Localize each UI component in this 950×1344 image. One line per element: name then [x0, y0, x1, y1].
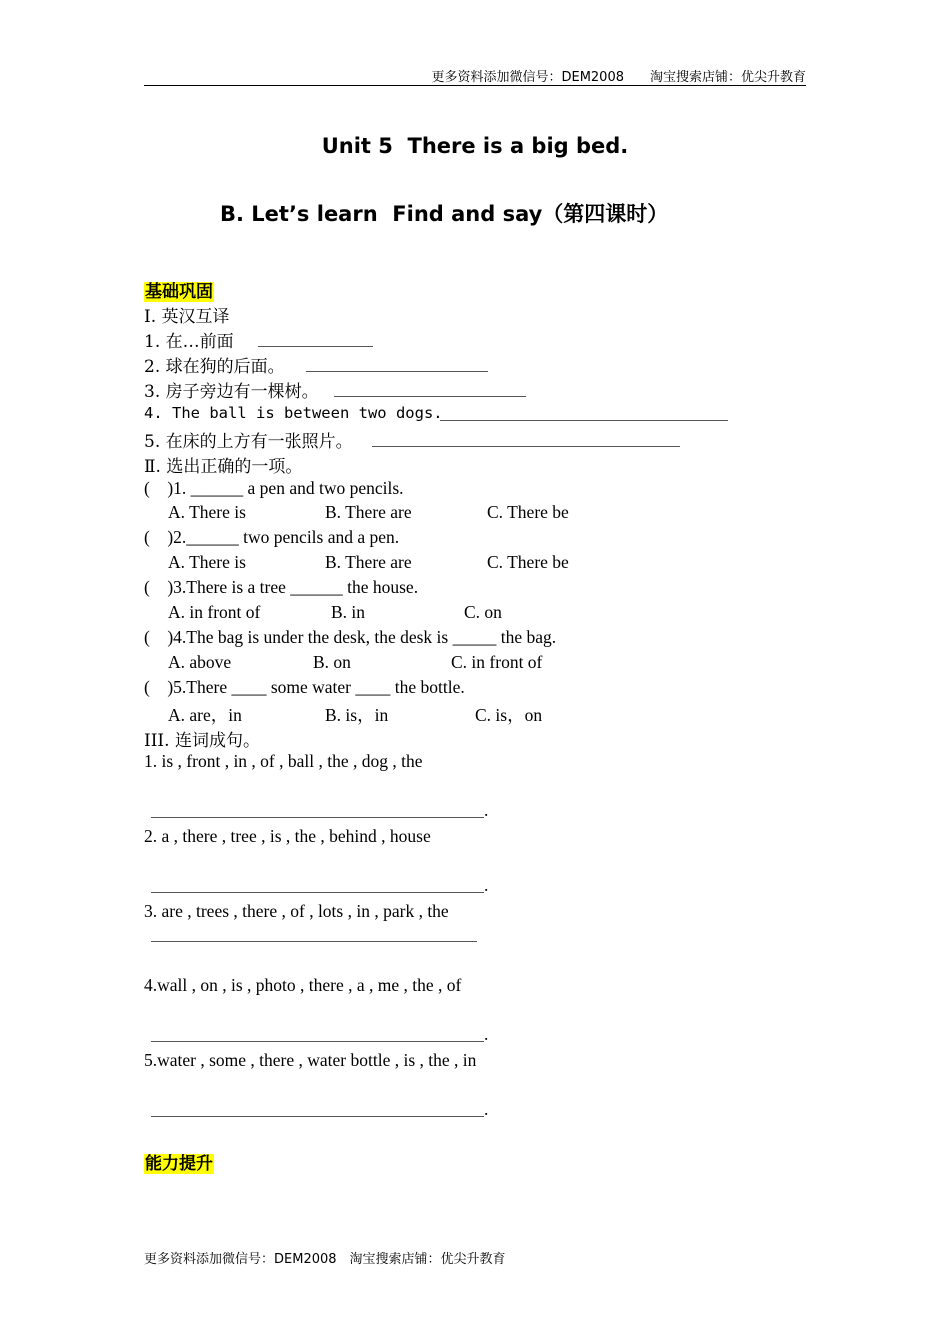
mc-q1-option-b[interactable]: B. There are — [325, 502, 412, 522]
reorder-item-2: 2. a , there , tree , is , the , behind , house — [144, 826, 431, 846]
mc-question-1: ( )1. ______ a pen and two pencils. — [144, 478, 404, 498]
reorder-end-mark-5: . — [484, 1099, 489, 1119]
mc-q2-option-a[interactable]: A. There is — [168, 552, 246, 572]
reorder-end-mark-4: . — [484, 1024, 489, 1044]
lesson-title: B. Let’s learn Find and say（第四课时） — [220, 202, 669, 226]
translate-item-4: 4. The ball is between two dogs. — [144, 404, 443, 422]
mc-q5-option-b[interactable]: B. is，in — [325, 705, 389, 725]
mc-q5-option-c[interactable]: C. is，on — [475, 705, 543, 725]
answer-blank-1[interactable] — [258, 346, 373, 347]
translate-item-5: 5. 在床的上方有一张照片。 — [144, 432, 353, 452]
reorder-item-1: 1. is , front , in , of , ball , the , dog , the — [144, 751, 423, 771]
reorder-answer-blank-4[interactable] — [151, 1041, 484, 1042]
section-heading-advanced: 能力提升 — [145, 1154, 213, 1174]
translate-item-2: 2. 球在狗的后面。 — [144, 357, 285, 377]
reorder-answer-blank-5[interactable] — [151, 1116, 484, 1117]
mc-q3-option-c[interactable]: C. on — [464, 602, 502, 622]
part1-title: Ⅰ. 英汉互译 — [144, 307, 230, 327]
answer-blank-2[interactable] — [306, 371, 488, 372]
reorder-item-4: 4.wall , on , is , photo , there , a , me , the , of — [144, 975, 462, 995]
answer-blank-4[interactable] — [440, 420, 728, 421]
answer-blank-5[interactable] — [372, 446, 680, 447]
translate-item-1: 1. 在…前面 — [144, 332, 234, 352]
mc-q3-option-b[interactable]: B. in — [331, 602, 366, 622]
mc-q5-option-a[interactable]: A. are，in — [168, 705, 242, 725]
reorder-end-mark-1: . — [484, 800, 489, 820]
answer-blank-3[interactable] — [334, 396, 526, 397]
page-header-text: 更多资料添加微信号：DEM2008 淘宝搜索店铺：优尖升教育 — [431, 70, 806, 85]
reorder-answer-blank-1[interactable] — [151, 817, 484, 818]
mc-q1-option-a[interactable]: A. There is — [168, 502, 246, 522]
header-divider — [144, 85, 806, 86]
mc-q2-option-c[interactable]: C. There be — [487, 552, 569, 572]
translate-item-3: 3. 房子旁边有一棵树。 — [144, 382, 319, 402]
mc-question-3: ( )3.There is a tree ______ the house. — [144, 577, 419, 597]
mc-question-5: ( )5.There ____ some water ____ the bottle. — [144, 677, 465, 697]
mc-q3-option-a[interactable]: A. in front of — [168, 602, 261, 622]
mc-q1-option-c[interactable]: C. There be — [487, 502, 569, 522]
mc-question-2: ( )2.______ two pencils and a pen. — [144, 527, 400, 547]
mc-question-4: ( )4.The bag is under the desk, the desk is _____ the bag. — [144, 627, 557, 647]
part2-title: Ⅱ. 选出正确的一项。 — [144, 457, 303, 477]
reorder-item-5: 5.water , some , there , water bottle , is , the , in — [144, 1050, 477, 1070]
reorder-item-3: 3. are , trees , there , of , lots , in , park , the — [144, 901, 449, 921]
mc-q4-option-b[interactable]: B. on — [313, 652, 351, 672]
mc-q2-option-b[interactable]: B. There are — [325, 552, 412, 572]
mc-q4-option-c[interactable]: C. in front of — [451, 652, 543, 672]
reorder-answer-blank-2[interactable] — [151, 892, 484, 893]
section-heading-basic: 基础巩固 — [145, 282, 213, 302]
part3-title: III. 连词成句。 — [144, 731, 260, 751]
reorder-end-mark-2: . — [484, 875, 489, 895]
reorder-answer-blank-3[interactable] — [151, 941, 477, 942]
page-footer-text: 更多资料添加微信号：DEM2008 淘宝搜索店铺：优尖升教育 — [144, 1252, 506, 1267]
unit-title: Unit 5 There is a big bed. — [321, 134, 629, 158]
mc-q4-option-a[interactable]: A. above — [168, 652, 232, 672]
